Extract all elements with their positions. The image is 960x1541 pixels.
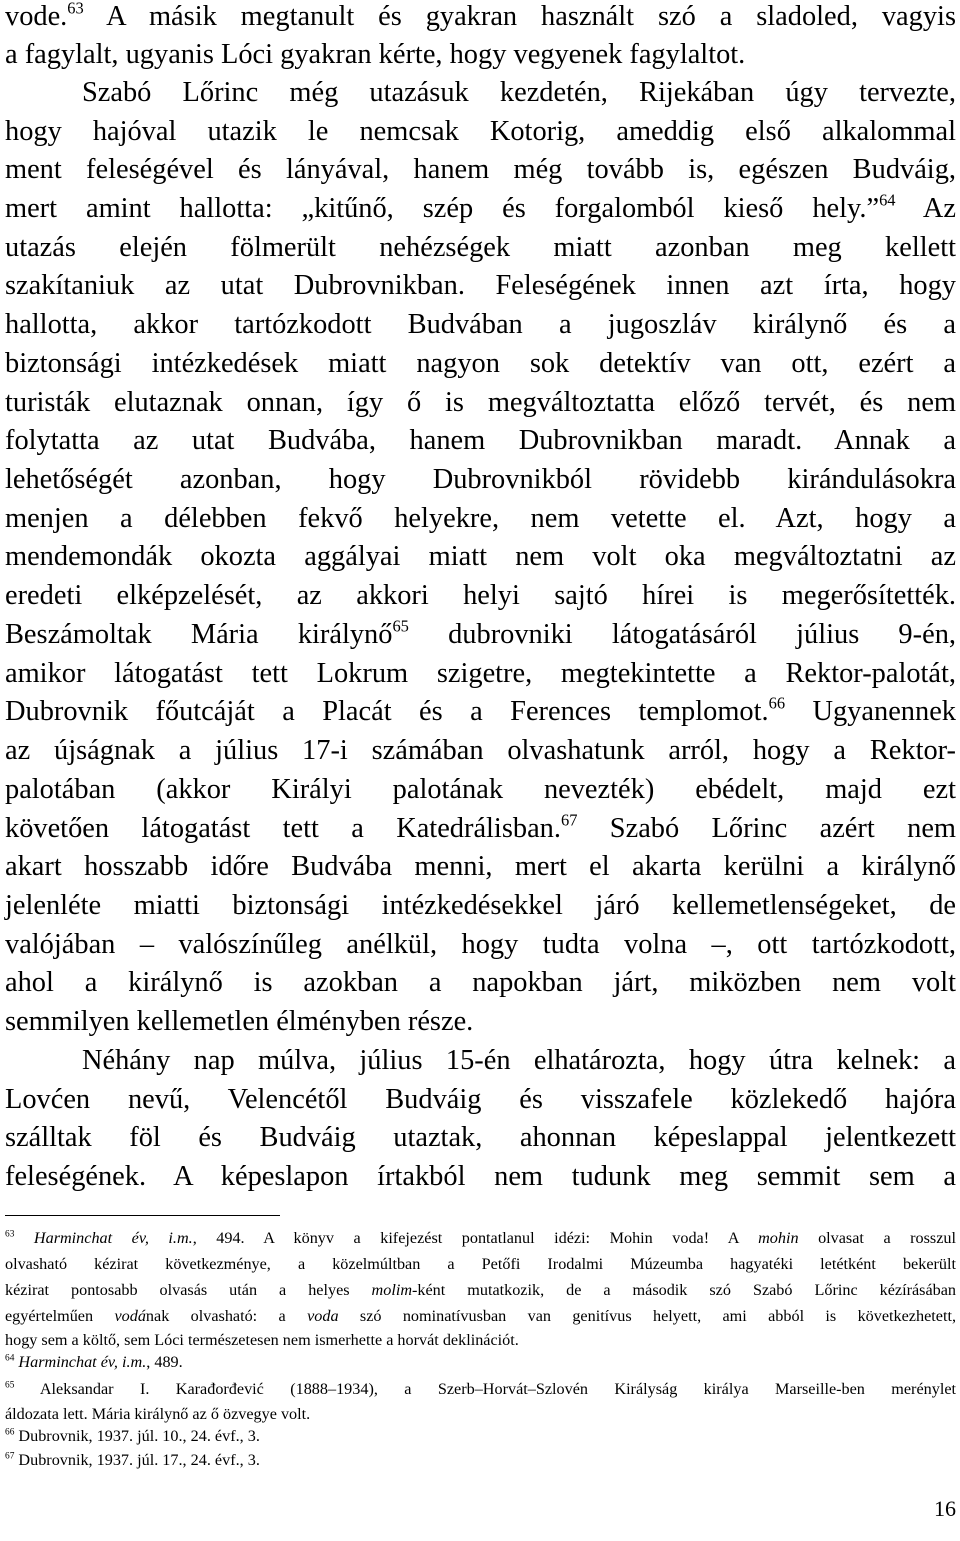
footnote-line [5,1352,956,1372]
body-line [5,113,956,151]
text-run: vode. [5,1,68,32]
text-run: valójában – valószínűleg anélkül, hogy tudta volna –, ott tartózkodott, [5,929,956,960]
text-run: Aleksandar I. Karađorđević (1888–1934), a Szerb–Horvát–Szlovén Királyság királya Marseille-ben merénylet [14,1380,956,1398]
text-run: eredeti elképzelését, az akkori helyi sajtó hírei is megerősítették. [5,580,956,611]
footnote-line [5,1254,956,1274]
italic-text: mohin [758,1229,799,1247]
body-line [5,577,956,615]
text-run: folytatta az utat Budvába, hanem Dubrovnikban maradt. Annak a [5,425,956,456]
text-run: Szabó Lőrinc azért nem [577,813,956,844]
text-run [14,1229,34,1247]
text-run: Lovćen nevű, Velencétől Budváig és visszafele közlekedő hajóra [5,1084,956,1115]
footnote-reference: 65 [392,616,409,636]
text-run: Az [895,193,957,224]
text-run: Dubrovnik, 1937. júl. 10., 24. évf., 3. [14,1427,260,1445]
text-run: amikor látogatást tett Lokrum szigetre, megtekintette a Rektor-palotát, [5,658,956,689]
text-run: mendemondák okozta aggályai miatt nem volt oka megváltoztatni az [5,541,956,572]
body-line [5,151,956,189]
footnote-line [5,1306,956,1326]
footnote-line [5,1228,956,1248]
italic-text: vodá [114,1307,146,1325]
text-run: semmilyen kellemetlen élményben része. [5,1006,474,1037]
text-run: feleségének. A képeslapon írtakból nem tudunk meg semmit sem a [5,1161,956,1192]
footnote-reference: 66 [768,693,786,713]
body-line [5,36,956,74]
text-run: szakítaniuk az utat Dubrovnikban. Feleségének innen azt írta, hogy [5,270,956,301]
body-line [5,229,956,267]
body-line [5,1081,956,1119]
body-line [5,345,956,383]
footnote-reference: 63 [5,1229,15,1240]
footnote-reference: 64 [5,1353,15,1364]
text-run: szó nominatívusban van genitívus helyett, ami abból is következhetett, [338,1307,956,1325]
text-run: mert amint hallotta: „kitűnő, szép és forgalomból kieső hely.” [5,193,880,224]
text-run: Dubrovnik főutcáját a Placát és a Ferences templomot. [5,696,769,727]
text-run: egyértelműen [5,1307,115,1325]
text-run: A másik megtanult és gyakran használt szó a sladoled, vagyis [83,1,956,32]
body-line [5,887,956,925]
text-run: követően látogatást tett a Katedrálisban. [5,813,561,844]
text-run: Néhány nap múlva, július 15-én elhatározta, hogy útra kelnek: a [82,1045,956,1076]
text-run: Beszámoltak Mária királynő [5,619,393,650]
text-run: turisták elutaznak onnan, így ő is megváltoztatta előző tervét, és nem [5,387,956,418]
body-line [5,1158,956,1196]
text-run: olvasható kézirat következménye, a közelmúltban a Petőfi Irodalmi Múzeumba hagyatéki letétként bekerült [5,1255,956,1273]
body-line [5,616,956,654]
italic-text: molim [371,1281,413,1299]
body-line [5,500,956,538]
body-line [5,693,956,731]
text-run: , 489. [146,1353,183,1371]
page-number: 16 [934,1496,956,1521]
text-run: hogy sem a költő, sem Lóci természetesen nem ismerhette a horvát deklinációt. [5,1331,519,1349]
body-line [5,190,956,228]
body-line [5,461,956,499]
text-run: -ként mutatkozik, de a második szó Szabó Lőrinc kézírásában [412,1281,957,1299]
body-line [5,655,956,693]
footnote-line [5,1404,956,1424]
body-line [5,926,956,964]
text-run: dubrovniki látogatásáról július 9-én, [408,619,956,650]
text-run: utazás elején fölmerült nehézségek miatt azonban meg kellett [5,232,956,263]
text-run: kézirat pontosabb olvasás után a helyes [5,1281,372,1299]
body-line [5,1003,956,1041]
text-run: palotában (akkor Királyi palotának nevezték) ebédelt, majd ezt [5,774,956,805]
footnote-reference: 63 [67,0,84,18]
text-run: ahol a királynő is azokban a napokban járt, miközben nem volt [5,967,956,998]
body-line [82,1042,956,1080]
footnote-reference: 65 [5,1380,15,1391]
footnote-reference: 67 [560,810,578,830]
footnote-reference: 64 [879,190,896,210]
body-line [5,0,956,36]
body-line [5,422,956,460]
italic-text: Harminchat év, i.m. [33,1229,193,1247]
footnote-reference: 67 [5,1451,15,1462]
body-line [5,384,956,422]
footnote-line [5,1280,956,1300]
body-line [82,74,956,112]
footnote-separator [5,1215,280,1216]
footnote-reference: 66 [5,1427,15,1438]
text-run: hallotta, akkor tartózkodott Budvában a jugoszláv királynő és a [5,309,956,340]
text-run: hogy hajóval utazik le nemcsak Kotorig, ameddig első alkalommal [5,116,956,147]
italic-text: Harminchat év, i.m. [18,1353,147,1371]
footnote-line [5,1450,956,1470]
text-run: áldozata lett. Mária királynő az ő özvegye volt. [5,1405,311,1423]
italic-text: voda [307,1307,339,1325]
text-run: Dubrovnik, 1937. júl. 17., 24. évf., 3. [14,1451,260,1469]
text-run: , 494. A könyv a kifejezést pontatlanul idézi: Mohin voda! A [192,1229,759,1247]
footnote-line [5,1379,956,1399]
text-run: a fagylalt, ugyanis Lóci gyakran kérte, hogy vegyenek fagylaltot. [5,39,746,70]
text-run: ment feleségével és lányával, hanem még tovább is, egészen Budváig, [5,154,956,185]
body-line [5,964,956,1002]
body-line [5,848,956,886]
text-run: Ugyanennek [785,696,956,727]
body-line [5,1119,956,1157]
text-run: akart hosszabb időre Budvába menni, mert el akarta kerülni a királynő [5,851,956,882]
text-run: szálltak föl és Budváig utaztak, ahonnan képeslappal jelentkezett [5,1122,956,1153]
text-run: biztonsági intézkedések miatt nagyon sok detektív van ott, ezért a [5,348,956,379]
body-line [5,306,956,344]
body-line [5,810,956,848]
text-run: nak olvasható: a [145,1307,308,1325]
body-line [5,538,956,576]
body-line [5,267,956,305]
body-line [5,732,956,770]
text-run: Szabó Lőrinc még utazásuk kezdetén, Rijekában úgy tervezte, [82,77,956,108]
text-run: menjen a délebben fekvő helyekre, nem vetette el. Azt, hogy a [5,503,956,534]
text-run: az újságnak a július 17-i számában olvashatunk arról, hogy a Rektor- [5,735,956,766]
text-run: jelenléte miatti biztonsági intézkedésekkel járó kellemetlenségeket, de [5,890,956,921]
body-line [5,771,956,809]
footnote-line [5,1426,956,1446]
text-run: olvasat a rosszul [798,1229,957,1247]
footnote-line [5,1330,956,1350]
text-run: lehetőségét azonban, hogy Dubrovnikból rövidebb kirándulásokra [5,464,956,495]
